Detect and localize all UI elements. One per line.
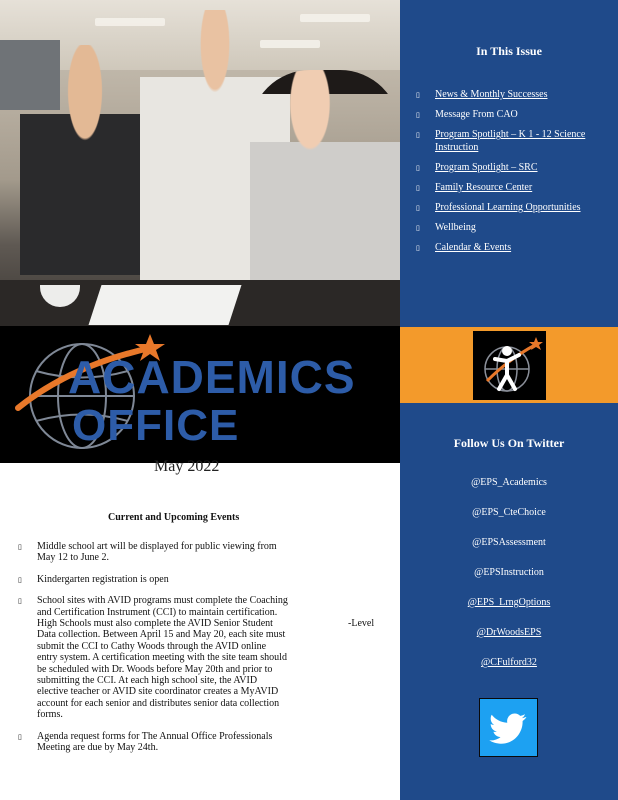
bullet-icon: ▯	[18, 597, 22, 606]
bullet-icon: ▯	[416, 164, 420, 172]
twitter-heading: Follow Us On Twitter	[453, 436, 565, 450]
event-item: ▯ Agenda request forms for The Annual Office Professionals Meeting are due by May 24th.	[18, 730, 273, 754]
toc-item[interactable]: ▯ Professional Learning Opportunities	[416, 202, 581, 213]
student-figure	[20, 45, 150, 275]
bullet-icon: ▯	[416, 131, 420, 139]
bullet-icon: ▯	[416, 224, 420, 232]
academics-logo-icon	[473, 331, 546, 400]
notebook-paper	[89, 285, 242, 325]
toc-item[interactable]: ▯ Calendar & Events	[416, 242, 512, 253]
toc-item[interactable]: ▯ Message From CAO	[416, 109, 518, 120]
ceiling-light	[300, 14, 370, 22]
toc-item[interactable]: ▯ Program Spotlight – SRC	[416, 162, 538, 173]
issue-date: May 2022	[154, 458, 220, 475]
twitter-handle-link[interactable]: @EPS_CteChoice	[472, 507, 546, 518]
bullet-icon: ▯	[18, 575, 22, 584]
bullet-icon: ▯	[18, 732, 22, 741]
banner-title-line2: OFFICE	[72, 401, 240, 450]
bullet-icon: ▯	[416, 204, 420, 212]
table-of-contents	[416, 88, 606, 261]
bullet-icon: ▯	[18, 543, 22, 551]
toc-item[interactable]: ▯ Program Spotlight – K 1 - 12 Science Instruction	[416, 129, 586, 153]
event-item: ▯ School sites with AVID programs must complete the Coaching and Certification Instrument (CCI) to maintain certification. High Schools must also complete the AVID Senior Student Data collection. Between April 15 and May 20, each site must submit the CCI to Cathy Woods through the AVID online entry system. A certification meeting with the site team should be scheduled with Dr. Woods before May 20th and prior to submitting the CCI. At each high school site, the AVID elective teacher or AVID site coordinator creates a MyAVID account for each senior and distributes senior data collection forms.	[18, 595, 288, 721]
toc-item[interactable]: ▯ News & Monthly Successes	[416, 89, 548, 100]
toc-item[interactable]: ▯ Wellbeing	[416, 222, 476, 233]
cover-photo	[0, 0, 400, 326]
event-item: ▯ Middle school art will be displayed for public viewing from May 12 to June 2.	[18, 541, 277, 564]
bullet-icon: ▯	[416, 244, 420, 252]
banner-title-line1: ACADEMICS	[68, 351, 356, 403]
twitter-handle-link[interactable]: @EPS_Academics	[471, 477, 547, 488]
twitter-handle-link[interactable]: @CFulford32	[481, 657, 537, 668]
twitter-handle-link[interactable]: @DrWoodsEPS	[476, 627, 542, 638]
toc-heading: In This Issue	[476, 44, 542, 58]
bullet-icon: ▯	[416, 91, 420, 99]
bullet-icon: ▯	[416, 111, 420, 119]
twitter-bird-icon[interactable]	[479, 698, 538, 757]
level-note: -Level	[348, 618, 375, 629]
toc-item[interactable]: ▯ Family Resource Center	[416, 182, 533, 193]
twitter-handle-link[interactable]: @EPS_LrngOptions	[467, 597, 551, 608]
event-item: ▯ Kindergarten registration is open	[18, 573, 169, 585]
events-heading: Current and Upcoming Events	[108, 512, 240, 523]
twitter-handle-link[interactable]: @EPSAssessment	[472, 537, 546, 548]
twitter-handle-link[interactable]: @EPSInstruction	[474, 567, 544, 578]
events-list	[18, 541, 378, 764]
twitter-handles	[400, 476, 618, 686]
bullet-icon: ▯	[416, 184, 420, 192]
student-figure	[250, 70, 400, 310]
academics-office-banner	[0, 326, 400, 463]
